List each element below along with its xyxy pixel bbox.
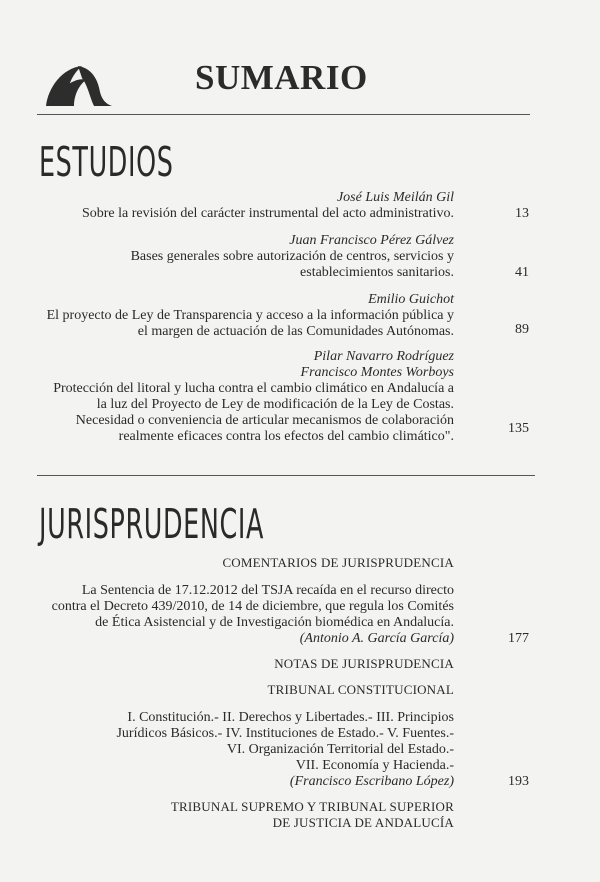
entry-title-line: realmente eficaces contra los efectos del cambio climático". xyxy=(118,429,454,444)
subsection-label xyxy=(171,799,454,831)
divider xyxy=(37,475,535,476)
entry-author: Juan Francisco Pérez Gálvez xyxy=(289,233,454,248)
entry-author: Emilio Guichot xyxy=(368,292,454,307)
entry-author: (Antonio A. García García) xyxy=(299,631,454,646)
toc-entry xyxy=(53,349,454,445)
entry-title-line: El proyecto de Ley de Transparencia y acceso a la información pública y xyxy=(46,308,454,323)
entry-title-line: Sobre la revisión del carácter instrumental del acto administrativo. xyxy=(81,206,454,221)
toc-entry xyxy=(47,292,454,340)
entry-title-line: Jurídicos Básicos.- IV. Instituciones de Estado.- V. Fuentes.- xyxy=(116,726,454,741)
subsection-label: TRIBUNAL CONSTITUCIONAL xyxy=(267,682,454,697)
entry-author: Pilar Navarro Rodríguez xyxy=(313,349,454,364)
entry-author: (Francisco Escribano López) xyxy=(289,774,454,789)
entry-title-line: Bases generales sobre autorización de centros, servicios y xyxy=(130,249,454,264)
entry-page-number: 13 xyxy=(515,206,529,221)
entry-title-line: establecimientos sanitarios. xyxy=(300,265,454,280)
journal-logo-icon xyxy=(42,62,114,108)
page-title: SUMARIO xyxy=(195,58,368,97)
entry-author: Francisco Montes Worboys xyxy=(300,365,454,380)
entry-title-line: Necesidad o conveniencia de articular mecanismos de colaboración xyxy=(75,413,454,428)
entry-page-number: 41 xyxy=(515,265,529,280)
subsection-label-line: TRIBUNAL SUPREMO Y TRIBUNAL SUPERIOR xyxy=(170,799,454,814)
entry-page-number: 89 xyxy=(515,322,529,337)
entry-author: José Luis Meilán Gil xyxy=(336,190,454,205)
entry-title-line: el margen de actuación de las Comunidades Autónomas. xyxy=(137,324,454,339)
subsection-label-line: DE JUSTICIA DE ANDALUCÍA xyxy=(272,815,454,830)
entry-title-line: VI. Organización Territorial del Estado.- xyxy=(226,742,454,757)
toc-entry xyxy=(52,583,454,647)
entry-title-line: VII. Economía y Hacienda.- xyxy=(295,758,454,773)
section-heading-jurisprudencia: JURISPRUDENCIA xyxy=(39,500,264,548)
toc-entry xyxy=(82,190,454,222)
entry-title-line: I. Constitución.- II. Derechos y Libertades.- III. Principios xyxy=(127,710,454,725)
divider xyxy=(37,114,530,115)
entry-page-number: 135 xyxy=(508,421,529,436)
entry-title-line: contra el Decreto 439/2010, de 14 de diciembre, que regula los Comités xyxy=(51,599,454,614)
entry-title-line: de Ética Asistencial y de Investigación biomédica en Andalucía. xyxy=(95,615,454,630)
subsection-label: NOTAS DE JURISPRUDENCIA xyxy=(274,656,454,671)
entry-title-line: La Sentencia de 17.12.2012 del TSJA recaída en el recurso directo xyxy=(81,583,454,598)
toc-entry xyxy=(131,233,454,281)
section-heading-estudios: ESTUDIOS xyxy=(39,138,174,186)
entry-title-line: Protección del litoral y lucha contra el cambio climático en Andalucía a xyxy=(53,381,454,396)
entry-page-number: 193 xyxy=(508,774,529,789)
entry-title-line: la luz del Proyecto de Ley de modificación de la Ley de Costas. xyxy=(96,397,454,412)
toc-entry xyxy=(116,710,454,790)
subsection-label: COMENTARIOS DE JURISPRUDENCIA xyxy=(222,555,454,570)
entry-page-number: 177 xyxy=(508,631,529,646)
